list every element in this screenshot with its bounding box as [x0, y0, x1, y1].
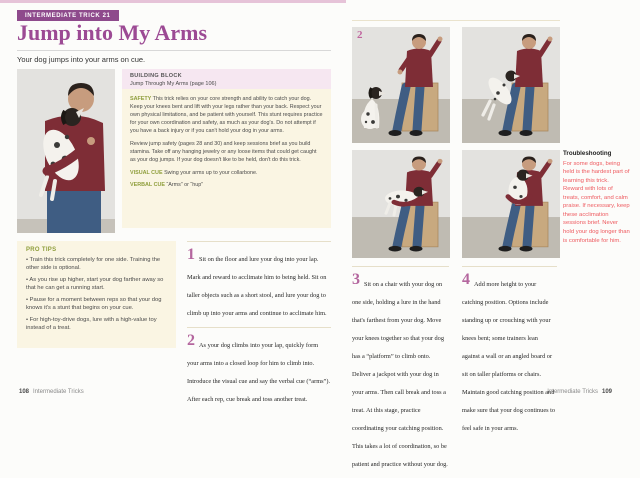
man-holding-dog-illustration — [17, 69, 115, 233]
page-number-right: 109 — [601, 389, 612, 395]
photo-dog-jumping — [462, 27, 560, 143]
safety-text-1: This trick relies on your core strength and ability to catch your dog. Keep your knees bent and lift with your legs rather than your back. Respect your own physical limitations, and be patient with yourself. This stunt requires practice for your own coordination and safety, as much as your dog's. Do not attempt if you have a back injury or if you can't hold your dog in your arms. — [130, 96, 323, 135]
building-block-box — [122, 69, 331, 90]
visual-cue-text: Swing your arms up to your collarbone. — [164, 169, 258, 176]
steps-column-right-2 — [462, 266, 557, 442]
safety-label: SAFETY — [130, 96, 152, 102]
visual-cue-label: VISUAL CUE — [130, 169, 163, 176]
troubleshooting-sidebar — [563, 150, 630, 245]
dog-in-lap-illustration — [352, 150, 450, 258]
building-block-label: BUILDING BLOCK — [130, 72, 182, 79]
dog-jumping-illustration — [462, 27, 560, 143]
page-title: Jump into My Arms — [17, 20, 208, 45]
dog-sitting-illustration — [352, 27, 450, 143]
verbal-cue-line — [130, 181, 323, 189]
step-4-number: 4 — [462, 271, 470, 288]
verbal-cue-text: “Arms” or “hup” — [166, 182, 203, 189]
troubleshooting-title: Troubleshooting — [563, 150, 612, 157]
step-3 — [352, 266, 449, 471]
steps-column-left — [187, 241, 331, 413]
step-1-text: Sit on the floor and lure your dog into your lap. Mark and reward to acclimate him to being held. Sit on taller objects such as a short stool, and lure your dog to climb up into your arms and continue to acclimate him. — [187, 256, 327, 317]
step-4 — [462, 266, 557, 435]
verbal-cue-label: VERBAL CUE — [130, 182, 165, 189]
pro-tips-label: PRO TIPS — [26, 247, 57, 253]
safety-paragraph-1 — [130, 95, 323, 136]
photo-grid-top-rule — [352, 20, 560, 21]
safety-paragraph-2: Review jump safety (pages 28 and 30) and keep sessions brief as you build stamina. Take off any hanging jewelry or any loose items that could get caught as your dog jumps. If your dog doesn't like to be held, don't do this trick. — [130, 141, 317, 164]
pro-tip-item: • As you rise up higher, start your dog farther away so that he can get a running start. — [26, 276, 167, 292]
footer-left — [17, 389, 86, 395]
trick-subtitle: Your dog jumps into your arms on cue. — [17, 55, 146, 64]
step-2-text: As your dog climbs into your lap, quickly form your arms into a closed loop for him to climb into. Introduce the visual cue and say the verbal cue (“arms”). After each rep, cue break and toss another treat. — [187, 342, 331, 403]
step-4-text: Add more height to your catching position. Options include standing up or crouching with your knees bent; some trainers lean against a wall or an angled board or sit on taller platforms or chairs. Maintain good catching position and make sure that your dog continues to feel safe in your arms. — [462, 281, 556, 432]
photo-dog-in-lap — [352, 150, 450, 258]
step-3-text: Sit on a chair with your dog on one side, holding a lure in the hand that's farthest from your dog. Move your knees together so that your dog has a “platform” to climb onto. Deliver a jackpot with your dog in your arms. Then call break and toss a treat. At this stage, practice coordinating your catching position. This takes a lot of coordination, so be patient and practice without your dog. — [352, 281, 448, 468]
step-1 — [187, 241, 331, 320]
step-2-number: 2 — [187, 332, 195, 349]
footer-section-left: Intermediate Tricks — [33, 389, 84, 395]
photo-dog-held-upright — [462, 150, 560, 258]
trick-banner: INTERMEDIATE TRICK 21 — [17, 10, 119, 21]
footer-right — [545, 389, 614, 395]
title-divider — [17, 50, 331, 51]
step-1-number: 1 — [187, 246, 195, 263]
pro-tips-box — [17, 241, 176, 348]
troubleshooting-text: For some dogs, being held is the hardest part of learning this trick. Reward with lots of treats, comfort, and calm praise. If necessary, keep these acclimation sessions brief. Never hold your dog longer than is comfortable for him. — [563, 160, 630, 244]
pro-tip-item: • Pause for a moment between reps so that your dog knows it's a stunt that begins on your cue. — [26, 296, 167, 312]
footer-section-right: Intermediate Tricks — [547, 389, 598, 395]
page-top-edge-strip — [0, 0, 346, 3]
pro-tip-item: • Train this trick completely for one side. Training the other side is optional. — [26, 256, 167, 272]
step-2 — [187, 327, 331, 406]
visual-cue-line — [130, 169, 323, 177]
pro-tip-item: • For high-toy-drive dogs, lure with a high-value toy instead of a treat. — [26, 316, 167, 332]
safety-cue-box — [122, 89, 331, 228]
dog-held-illustration — [462, 150, 560, 258]
steps-column-right-1 — [352, 266, 449, 478]
step-3-number: 3 — [352, 271, 360, 288]
photo-step2-dog-sitting — [352, 27, 450, 143]
photo-man-holding-dog — [17, 69, 115, 233]
building-block-value: Jump Through My Arms (page 106) — [130, 80, 217, 87]
page-number-left: 108 — [19, 389, 30, 395]
photo-step-number: 2 — [357, 29, 363, 41]
